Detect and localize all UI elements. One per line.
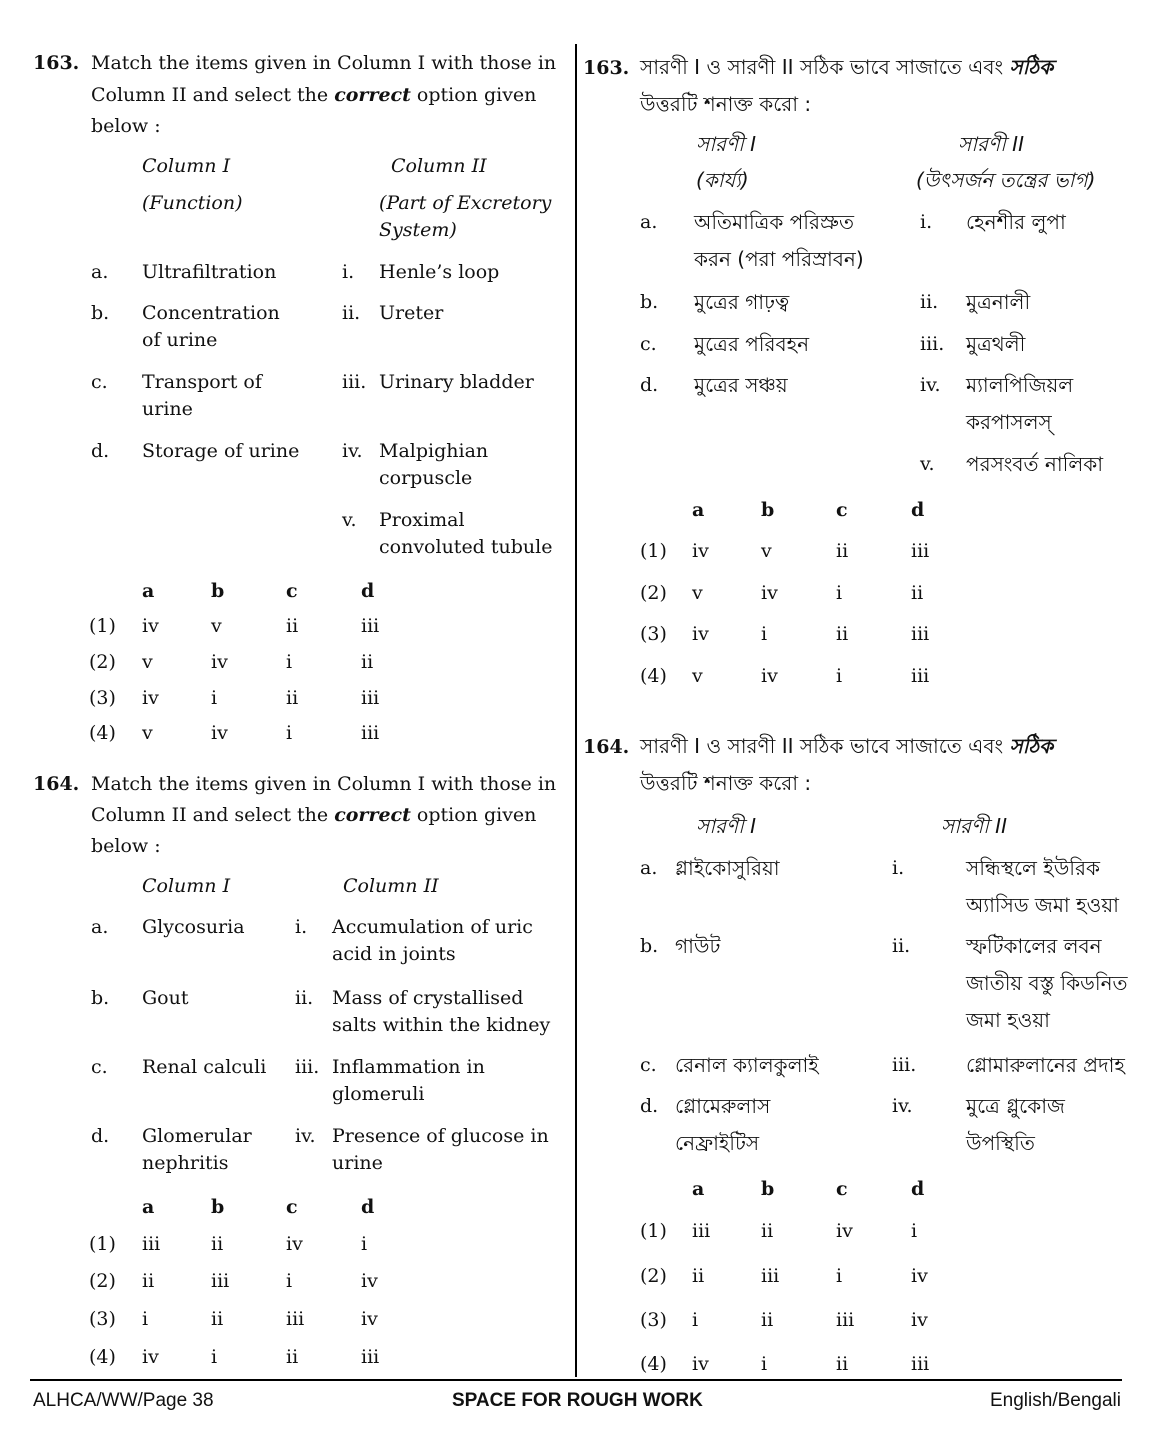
match-row-item: acid in joints [332,943,456,965]
option-header: b [761,1178,775,1200]
question-number: 163. [583,57,630,79]
answer-option-value: iii [836,1309,855,1331]
match-row-numeral: i. [342,261,355,283]
column-2-subheader: (Part of Excretory [379,192,552,214]
question-number: 164. [33,773,80,795]
option-header: d [361,580,375,602]
match-row-letter: b. [640,291,659,313]
match-row-item: Renal calculi [142,1056,267,1078]
answer-option-number: (3) [89,687,116,709]
footer-rule [30,1379,1122,1381]
option-header: b [211,1196,225,1218]
answer-option-value: iii [361,1346,380,1368]
answer-option-value: i [911,1220,918,1242]
answer-option-value: iv [692,540,709,562]
match-row-numeral: ii. [295,987,314,1009]
match-row-letter: c. [640,333,657,355]
answer-option-number: (1) [89,615,116,637]
answer-option-value: iv [692,1353,709,1375]
match-row-item: Henle’s loop [379,261,500,283]
answer-option-value: iii [361,615,380,637]
match-row-letter: c. [640,1054,657,1076]
question-stem-line: below : [91,835,161,857]
answer-option-value: iii [911,665,930,687]
answer-option-value: iv [211,651,228,673]
answer-option-value: i [761,623,768,645]
answer-option-value: i [211,687,218,709]
answer-option-value: ii [361,651,374,673]
question-stem-line: Column II and select the correct option given [91,84,537,106]
answer-option-value: ii [211,1308,224,1330]
answer-option-value: i [286,651,293,673]
match-row-item: করপাসলস্ [966,410,1052,434]
match-row-numeral: i. [295,916,308,938]
match-row-item: মুত্রের গাঢ়ত্ব [694,290,790,314]
column-1-header: সারণী I [696,814,757,838]
column-2-header: Column II [391,155,487,177]
column-1-subheader: (Function) [142,192,243,214]
answer-option-value: iii [142,1233,161,1255]
match-row-letter: c. [91,1056,108,1078]
answer-option-number: (1) [640,1220,667,1242]
match-row-letter: d. [640,374,659,396]
column-1-header: সারণী I [696,132,757,156]
answer-option-value: i [761,1353,768,1375]
match-row-item: Inflammation in [332,1056,485,1078]
match-row-item: Ultrafiltration [142,261,277,283]
answer-option-value: ii [286,1346,299,1368]
answer-option-number: (1) [640,540,667,562]
match-row-letter: b. [640,935,659,957]
option-header: b [211,580,225,602]
match-row-letter: b. [91,987,110,1009]
column-2-subheader: System) [379,219,457,241]
answer-option-value: i [142,1308,149,1330]
answer-option-value: v [142,651,153,673]
footer-rough-work-label: SPACE FOR ROUGH WORK [452,1390,703,1411]
match-row-item: রেনাল ক্যালকুলাই [675,1053,819,1077]
match-row-numeral: i. [892,857,905,879]
match-row-item: উপস্থিতি [966,1131,1035,1155]
answer-option-number: (4) [640,665,667,687]
question-stem-line: Column II and select the correct option given [91,804,537,826]
answer-option-value: iv [142,687,159,709]
answer-option-value: i [836,582,843,604]
match-row-numeral: iv. [920,374,941,396]
answer-option-value: ii [836,540,849,562]
match-row-item: গাউট [675,934,721,958]
answer-option-number: (3) [640,1309,667,1331]
match-row-numeral: iv. [342,440,363,462]
question-stem-line: Match the items given in Column I with those in [91,773,557,795]
answer-option-value: iii [692,1220,711,1242]
answer-option-value: i [361,1233,368,1255]
match-row-item: মুত্রে গ্লুকোজ [966,1094,1065,1118]
answer-option-value: iv [692,623,709,645]
column-1-header: Column I [142,155,231,177]
answer-option-number: (2) [89,651,116,673]
match-row-item: convoluted tubule [379,536,553,558]
match-row-letter: d. [91,1125,110,1147]
answer-option-value: ii [761,1220,774,1242]
column-2-subheader: (উৎসর্জন তন্ত্রের ভাগ) [916,168,1096,192]
match-row-item: urine [142,398,193,420]
option-header: a [142,1196,155,1218]
match-row-item: salts within the kidney [332,1014,551,1036]
answer-option-value: iv [211,722,228,744]
match-row-numeral: ii. [920,291,939,313]
match-row-item: হেনশীর লুপা [966,210,1066,234]
answer-option-value: ii [911,582,924,604]
answer-option-value: iii [911,623,930,645]
answer-option-value: ii [286,687,299,709]
answer-option-number: (2) [640,1265,667,1287]
match-row-letter: b. [91,302,110,324]
answer-option-value: iii [361,687,380,709]
match-row-item: পরসংবর্ত নালিকা [966,452,1104,476]
answer-option-number: (1) [89,1233,116,1255]
answer-option-value: ii [142,1270,155,1292]
question-stem-line: উত্তরটি শনাক্ত করো : [640,92,812,116]
answer-option-value: iii [361,722,380,744]
option-header: a [142,580,155,602]
answer-option-value: iv [361,1270,378,1292]
column-2-header: সারণী II [958,132,1024,156]
match-row-item: Storage of urine [142,440,300,462]
match-row-numeral: iii. [342,371,367,393]
match-row-item: Transport of [142,371,262,393]
match-row-item: স্ফটিকালের লবন [966,934,1102,958]
match-row-numeral: iv. [295,1125,316,1147]
option-header: c [836,1178,848,1200]
match-row-item: গ্লোমেরুলাস [675,1094,771,1118]
match-row-item: করন (পরা পরিস্রাবন) [694,247,864,271]
answer-option-value: iii [911,540,930,562]
match-row-numeral: v. [342,509,357,531]
answer-option-value: iv [142,615,159,637]
answer-option-value: ii [286,615,299,637]
match-row-letter: a. [91,261,109,283]
match-row-item: জমা হওয়া [966,1008,1050,1032]
match-row-item: Mass of crystallised [332,987,524,1009]
answer-option-number: (3) [640,623,667,645]
match-row-item: মুত্রনালী [966,290,1031,314]
answer-option-value: iv [142,1346,159,1368]
answer-option-number: (4) [89,1346,116,1368]
answer-option-value: ii [692,1265,705,1287]
answer-option-value: iv [911,1265,928,1287]
answer-option-value: ii [761,1309,774,1331]
answer-option-value: v [211,615,222,637]
match-row-item: glomeruli [332,1083,425,1105]
question-stem-line: below : [91,115,161,137]
column-1-header: Column I [142,875,231,897]
match-row-letter: a. [640,857,658,879]
answer-option-value: iv [761,582,778,604]
answer-option-number: (4) [89,722,116,744]
answer-option-value: iii [911,1353,930,1375]
match-row-letter: d. [640,1095,659,1117]
match-row-item: সন্ধিস্থলে ইউরিক [966,856,1101,880]
answer-option-value: i [692,1309,699,1331]
answer-option-value: ii [836,623,849,645]
option-header: a [692,1178,705,1200]
match-row-item: জাতীয় বস্তু কিডনিত [966,971,1128,995]
option-header: d [911,1178,925,1200]
answer-option-value: i [211,1346,218,1368]
answer-option-value: v [692,665,703,687]
column-1-subheader: (কার্য্য) [696,168,749,192]
answer-option-value: ii [211,1233,224,1255]
match-row-item: নেফ্রাইটিস [675,1131,760,1155]
match-row-numeral: iv. [892,1095,913,1117]
question-stem-line: সারণী I ও সারণী II সঠিক ভাবে সাজাতে এবং সঠিক [640,55,1054,79]
footer-page-code: ALHCA/WW/Page 38 [33,1390,214,1411]
match-row-item: মুত্রের সঞ্চয় [694,373,788,397]
match-row-item: মুত্রের পরিবহন [694,332,810,356]
option-header: c [286,580,298,602]
answer-option-value: iv [836,1220,853,1242]
match-row-item: গ্লাইকোসুরিয়া [675,856,780,880]
answer-option-value: v [692,582,703,604]
answer-option-value: i [286,722,293,744]
answer-option-number: (3) [89,1308,116,1330]
question-number: 163. [33,52,80,74]
answer-option-value: i [836,1265,843,1287]
match-row-item: nephritis [142,1152,229,1174]
match-row-item: urine [332,1152,383,1174]
match-row-numeral: v. [920,453,935,475]
option-header: d [361,1196,375,1218]
match-row-letter: d. [91,440,110,462]
match-row-item: ম্যালপিজিয়ল [966,373,1074,397]
option-header: d [911,499,925,521]
match-row-letter: a. [91,916,109,938]
match-row-numeral: ii. [342,302,361,324]
match-row-item: গ্লোমারুলানের প্রদাহ [966,1053,1125,1077]
match-row-item: Proximal [379,509,465,531]
match-row-item: Accumulation of uric [332,916,533,938]
column-2-header: Column II [343,875,439,897]
option-header: b [761,499,775,521]
match-row-item: মুত্রথলী [966,332,1026,356]
match-row-numeral: iii. [295,1056,320,1078]
answer-option-value: iii [761,1265,780,1287]
column-2-header: সারণী II [941,814,1007,838]
answer-option-number: (4) [640,1353,667,1375]
match-row-item: Glycosuria [142,916,245,938]
match-row-item: of urine [142,329,218,351]
answer-option-value: v [761,540,772,562]
answer-option-value: ii [836,1353,849,1375]
answer-option-number: (2) [89,1270,116,1292]
match-row-numeral: iii. [892,1054,917,1076]
footer-language: English/Bengali [990,1390,1121,1411]
match-row-item: Concentration [142,302,280,324]
answer-option-number: (2) [640,582,667,604]
match-row-item: Urinary bladder [379,371,534,393]
answer-option-value: i [286,1270,293,1292]
answer-option-value: iv [286,1233,303,1255]
question-stem-line: সারণী I ও সারণী II সঠিক ভাবে সাজাতে এবং সঠিক [640,734,1054,758]
match-row-letter: a. [640,211,658,233]
match-row-item: Malpighian [379,440,489,462]
question-number: 164. [583,736,630,758]
match-row-letter: c. [91,371,108,393]
answer-option-value: i [836,665,843,687]
answer-option-value: iv [361,1308,378,1330]
match-row-item: Presence of glucose in [332,1125,549,1147]
match-row-item: Gout [142,987,189,1009]
column-divider [575,44,577,1377]
option-header: c [286,1196,298,1218]
option-header: c [836,499,848,521]
match-row-item: অতিমাত্রিক পরিস্রুত [694,210,854,234]
match-row-item: অ্যাসিড জমা হওয়া [966,893,1119,917]
answer-option-value: iii [211,1270,230,1292]
match-row-numeral: iii. [920,333,945,355]
match-row-item: Glomerular [142,1125,252,1147]
match-row-item: corpuscle [379,467,473,489]
match-row-numeral: ii. [892,935,911,957]
match-row-numeral: i. [920,211,933,233]
answer-option-value: iii [286,1308,305,1330]
question-stem-line: উত্তরটি শনাক্ত করো : [640,771,812,795]
match-row-item: Ureter [379,302,444,324]
answer-option-value: v [142,722,153,744]
answer-option-value: iv [761,665,778,687]
option-header: a [692,499,705,521]
question-stem-line: Match the items given in Column I with those in [91,52,557,74]
answer-option-value: iv [911,1309,928,1331]
